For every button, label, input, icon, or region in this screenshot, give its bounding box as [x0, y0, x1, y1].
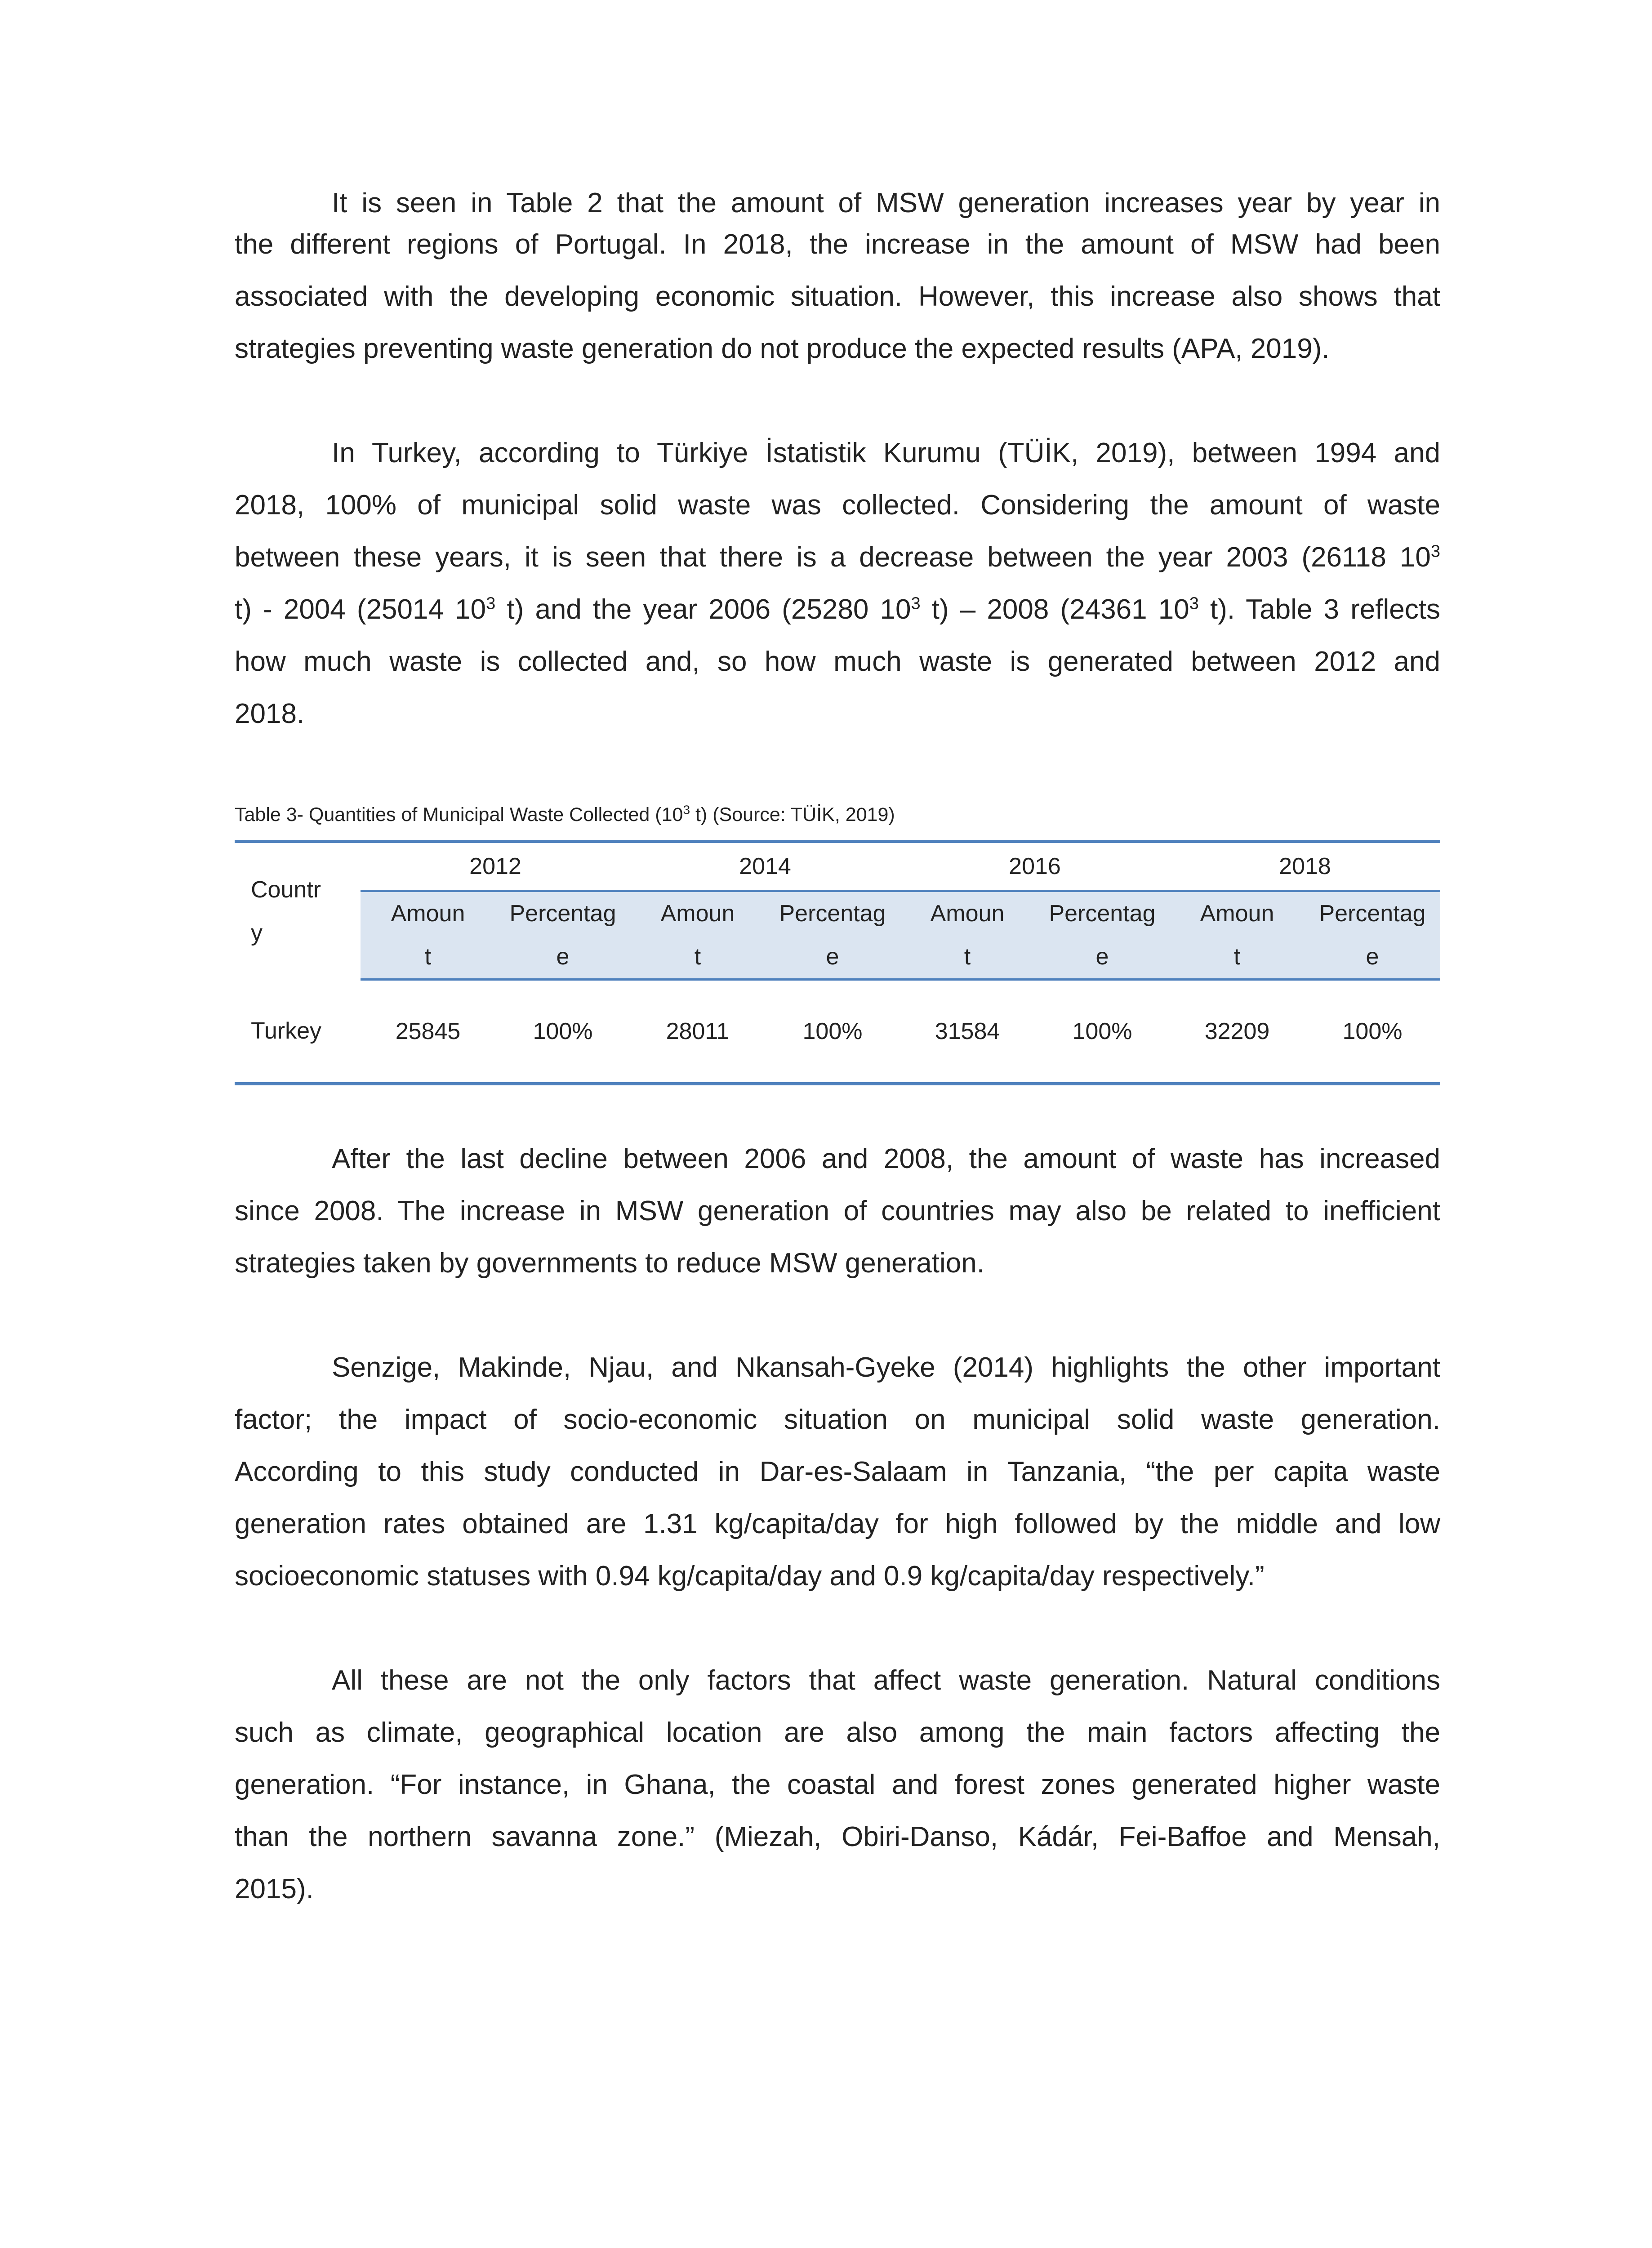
caption-text: t) (Source: TÜİK, 2019) [690, 804, 895, 825]
header-text: Amoun [660, 901, 735, 927]
percentage-header [495, 891, 630, 980]
paragraph-decline [235, 1133, 1440, 1289]
text-line: 2018. [235, 698, 305, 729]
text-line: 2015). [235, 1873, 314, 1905]
table-block [235, 801, 1440, 1085]
percentage-header [1035, 891, 1170, 980]
caption-text: Table 3- Quantities of Municipal Waste Collected (10 [235, 804, 683, 825]
header-text: e [1095, 944, 1109, 970]
superscript: 3 [683, 803, 690, 817]
text-line: generation rates obtained are 1.31 kg/capita/day for high followed by the middle and low [235, 1508, 1440, 1539]
table-cell: 100% [1305, 980, 1440, 1084]
text-line: such as climate, geographical location are also among the main factors affecting the [235, 1717, 1440, 1748]
superscript: 3 [1189, 594, 1199, 613]
text-line: Senzige, Makinde, Njau, and Nkansah-Gyeke (2014) highlights the other important [332, 1352, 1440, 1383]
superscript: 3 [1430, 542, 1440, 561]
text-line: generation. “For instance, in Ghana, the coastal and forest zones generated higher waste [235, 1769, 1440, 1800]
year-header: 2012 [361, 842, 630, 891]
amount-header [900, 891, 1035, 980]
header-text: Countr [251, 876, 321, 903]
text-line: socioeconomic statuses with 0.94 kg/capita/day and 0.9 kg/capita/day respectively.” [235, 1561, 1265, 1592]
country-header [235, 842, 361, 980]
text-line: 2018, 100% of municipal solid waste was collected. Considering the amount of waste [235, 490, 1440, 521]
cut-off-line [235, 192, 1440, 219]
table-cell: 100% [495, 980, 630, 1084]
header-text: t [1233, 944, 1241, 970]
text-line: All these are not the only factors that affect waste generation. Natural conditions [332, 1665, 1440, 1696]
header-text: Percentag [509, 901, 616, 927]
text-segment: t) – 2008 (24361 10 [920, 594, 1189, 625]
header-text: e [826, 944, 839, 970]
header-text: y [251, 919, 263, 946]
table-cell: 31584 [900, 980, 1035, 1084]
header-text: Percentag [1049, 901, 1156, 927]
text-line: According to this study conducted in Dar-es-Salaam in Tanzania, “the per capita waste [235, 1456, 1440, 1487]
percentage-header [1305, 891, 1440, 980]
header-text: Percentag [779, 901, 886, 927]
table-caption [235, 801, 1440, 828]
paragraph-turkey [235, 427, 1440, 740]
paragraph-socioeconomic [235, 1342, 1440, 1602]
header-text: Amoun [1200, 901, 1274, 927]
header-text: Amoun [391, 901, 465, 927]
text-line: how much waste is collected and, so how much waste is generated between 2012 and [235, 646, 1440, 677]
text-line: strategies taken by governments to reduce MSW generation. [235, 1248, 984, 1279]
country-cell: Turkey [235, 980, 361, 1084]
amount-header [630, 891, 765, 980]
amount-header [1170, 891, 1305, 980]
text-line: In Turkey, according to Türkiye İstatistik Kurumu (TÜİK, 2019), between 1994 and [332, 437, 1440, 468]
percentage-header [765, 891, 900, 980]
header-text: e [1366, 944, 1379, 970]
text-line: than the northern savanna zone.” (Miezah, Obiri-Danso, Kádár, Fei-Baffoe and Mensah, [235, 1821, 1440, 1852]
table-cell: 100% [1035, 980, 1170, 1084]
text-line: the different regions of Portugal. In 2018, the increase in the amount of MSW had been [235, 229, 1440, 260]
header-text: t [424, 944, 432, 970]
text-line [235, 584, 1440, 636]
table-cell: 28011 [630, 980, 765, 1084]
header-text: Amoun [930, 901, 1005, 927]
text-segment: t) - 2004 (25014 10 [235, 594, 486, 625]
waste-table [235, 840, 1440, 1085]
text-segment: t) and the year 2006 (25280 10 [495, 594, 911, 625]
text-segment: t). Table 3 reflects [1198, 594, 1440, 625]
text-segment: between these years, it is seen that there is a decrease between the year 2003 (26118 10 [235, 542, 1431, 573]
page-content [235, 192, 1440, 1915]
amount-header [361, 891, 495, 980]
text-line [235, 531, 1440, 584]
year-header: 2014 [630, 842, 900, 891]
header-text: Percentag [1319, 901, 1426, 927]
paragraph-natural-conditions [235, 1655, 1440, 1915]
table-cell: 100% [765, 980, 900, 1084]
cut-off-line-text: It is seen in Table 2 that the amount of MSW generation increases year by year in [332, 192, 1440, 219]
text-line: associated with the developing economic situation. However, this increase also shows that [235, 281, 1440, 312]
table-row [235, 980, 1440, 1084]
superscript: 3 [486, 594, 496, 613]
year-header: 2016 [900, 842, 1170, 891]
text-line: strategies preventing waste generation do not produce the expected results (APA, 2019). [235, 333, 1330, 364]
superscript: 3 [911, 594, 921, 613]
text-line: since 2008. The increase in MSW generation of countries may also be related to inefficient [235, 1195, 1440, 1227]
table-cell: 25845 [361, 980, 495, 1084]
text-line: After the last decline between 2006 and 2008, the amount of waste has increased [332, 1143, 1440, 1174]
header-text: t [694, 944, 701, 970]
text-line: factor; the impact of socio-economic situation on municipal solid waste generation. [235, 1404, 1440, 1435]
header-text: t [964, 944, 971, 970]
table-cell: 32209 [1170, 980, 1305, 1084]
paragraph-portugal [235, 192, 1440, 375]
header-text: e [556, 944, 570, 970]
year-header: 2018 [1170, 842, 1440, 891]
